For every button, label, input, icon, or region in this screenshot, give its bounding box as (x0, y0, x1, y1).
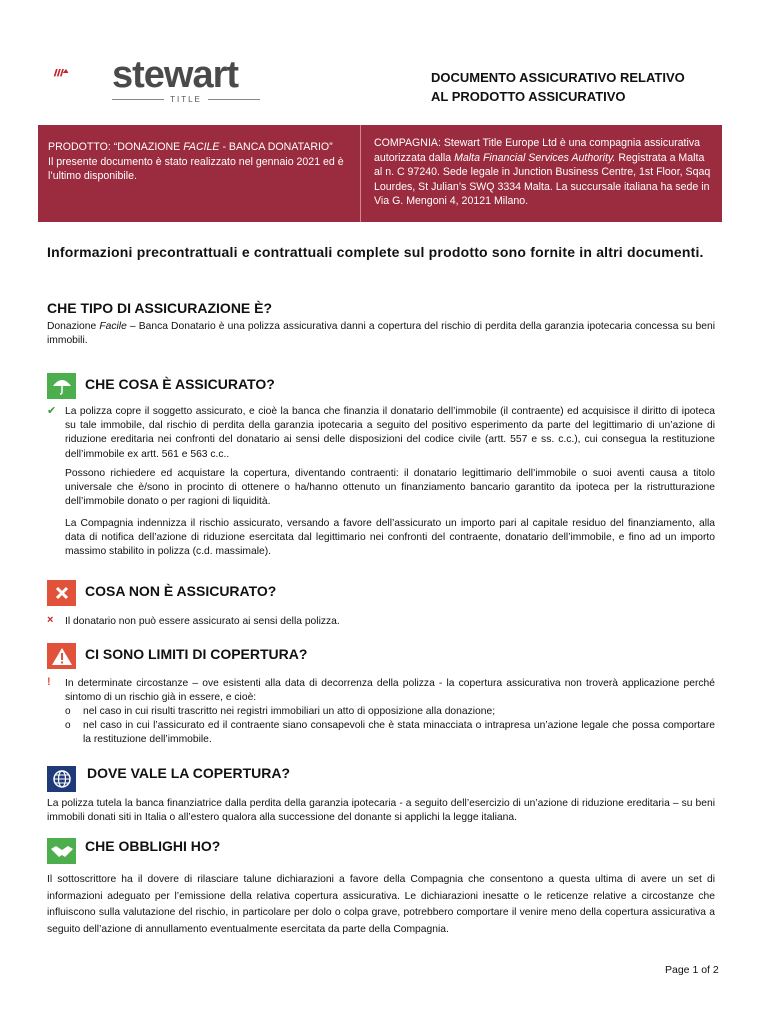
assicurato-text-3: La Compagnia indennizza il rischio assicurato, versando a favore dell’assicurato un importo pari al capitale residuo del finanziamento, alla data di notifica dell’azione di riduzione esercitata dal legittimario nei confronti del contraente, donatario dell’immobile, e fino ad un importo massimo stabilito in polizza (c.d. massimale). (65, 518, 715, 558)
umbrella-icon (47, 373, 76, 399)
document-title: DOCUMENTO ASSICURATIVO RELATIVO AL PRODOTTO ASSICURATIVO (431, 70, 685, 104)
warning-bullet: ! (47, 676, 51, 688)
section-title-assicurato: CHE COSA È ASSICURATO? (85, 376, 275, 392)
sub-bullet: o (65, 720, 71, 731)
limiti-item-2: nel caso in cui l’assicurato ed il contraente siano consapevoli che è stata minacciata o intrapresa un’azione legale che possa comportare la restituzione dell’immobile. (83, 720, 715, 746)
globe-icon (47, 766, 76, 792)
page-number: Page 1 of 2 (665, 964, 719, 976)
tipo-text: Donazione Facile – Banca Donatario è una polizza assicurativa danni a copertura del rischio di perdita della garanzia ipotecaria concessa su beni immobili. (47, 321, 715, 347)
section-title-dove: DOVE VALE LA COPERTURA? (87, 765, 291, 781)
non-assicurato-text: Il donatario non può essere assicurato ai sensi della polizza. (65, 616, 340, 627)
intro-notice: Informazioni precontrattuali e contrattuali complete sul prodotto sono fornite in altri documenti. (47, 244, 704, 260)
brand-sub: TITLE (112, 95, 260, 104)
assicurato-text-2: Possono richiedere ed acquistare la copertura, diventando contraenti: il donatario legittimario dell’immobile o suoi aventi causa a titolo universale che è/sono in procinto di ottenere o ha/hanno ottenuto un finanziamento bancario garantito da ipoteca per la ristrutturazione dell’immobile donato o per ragioni di liquidità. (65, 468, 715, 508)
cross-bullet: × (47, 614, 54, 626)
section-title-non-assicurato: COSA NON È ASSICURATO? (85, 583, 277, 599)
limiti-item-1: nel caso in cui risulti trascritto nei registri immobiliari un atto di opposizione alla donazione; (83, 706, 496, 717)
section-title-limiti: CI SONO LIMITI DI COPERTURA? (85, 646, 308, 662)
dove-text: La polizza tutela la banca finanziatrice dalla perdita della garanzia ipotecaria - a seguito dell’esercizio di un’azione di riduzione ereditaria – su beni immobili donati siti in Italia o all’estero qualora alla successione del donante si applichi la legge italiana. (47, 798, 715, 824)
warning-icon (47, 643, 76, 669)
sub-bullet: o (65, 706, 71, 717)
brand-name: stewart (112, 54, 239, 96)
banner-divider (360, 125, 361, 222)
company-info: COMPAGNIA: Stewart Title Europe Ltd è una compagnia assicurativa autorizzata dalla Malta Financial Services Authority. Registrata a Malta al n. C 97240. Sede legale in Junction Business Centre, 1st Floor, Sqaq Lourdes, St Julian’s SWQ 3334 Malta. La succursale italiana ha sede in Via G. Mengoni 4, 20121 Milano. (374, 137, 711, 207)
section-title-obblighi: CHE OBBLIGHI HO? (85, 838, 221, 854)
assicurato-text-1: La polizza copre il soggetto assicurato, e cioè la banca che finanzia il donatario dell’immobile (il contraente) ed acquisisce il diritto di ipoteca su tale immobile, dal rischio di perdita della garanzia ipotecaria a seguito del positivo esperimento da parte del legittimario di un’azione di riduzione ereditaria nei confronti del donatario ai sensi delle disposizioni del codice civile (artt. 557 e ss. c.c.), cui consegua la restituzione dell’immobile ex artt. 561 e 563 c.c.. (65, 406, 715, 460)
limiti-text: In determinate circostanze – ove esistenti alla data di decorrenza della polizza - la copertura assicurativa non troverà applicazione perché sintomo di un rischio già in essere, e cioè: (65, 678, 715, 704)
cross-icon (47, 580, 76, 606)
obblighi-text: Il sottoscrittore ha il dovere di rilasciare talune dichiarazioni a favore della Compagnia che consentono a questa ultima di avere un set di informazioni adeguato per l’emissione della relativa copertura assicurativa. Le dichiarazioni inesatte o le reticenze relative a circostanze che influiscono sulla valutazione del rischio, in particolare per dolo o colpa grave, potrebbero comportare il venire meno della copertura assicurativa a seguito dell’azione di annullamento eventualmente esercitata da parte della Compagnia. (47, 874, 715, 935)
stewart-logo-mark (52, 58, 112, 92)
section-title-tipo: CHE TIPO DI ASSICURAZIONE È? (47, 300, 273, 316)
check-bullet: ✔ (47, 405, 57, 417)
product-info: PRODOTTO: “DONAZIONE FACILE - BANCA DONATARIO” Il presente documento è stato realizzato nel gennaio 2021 ed è l’ultimo disponibile. (48, 141, 344, 182)
handshake-icon (47, 838, 76, 864)
